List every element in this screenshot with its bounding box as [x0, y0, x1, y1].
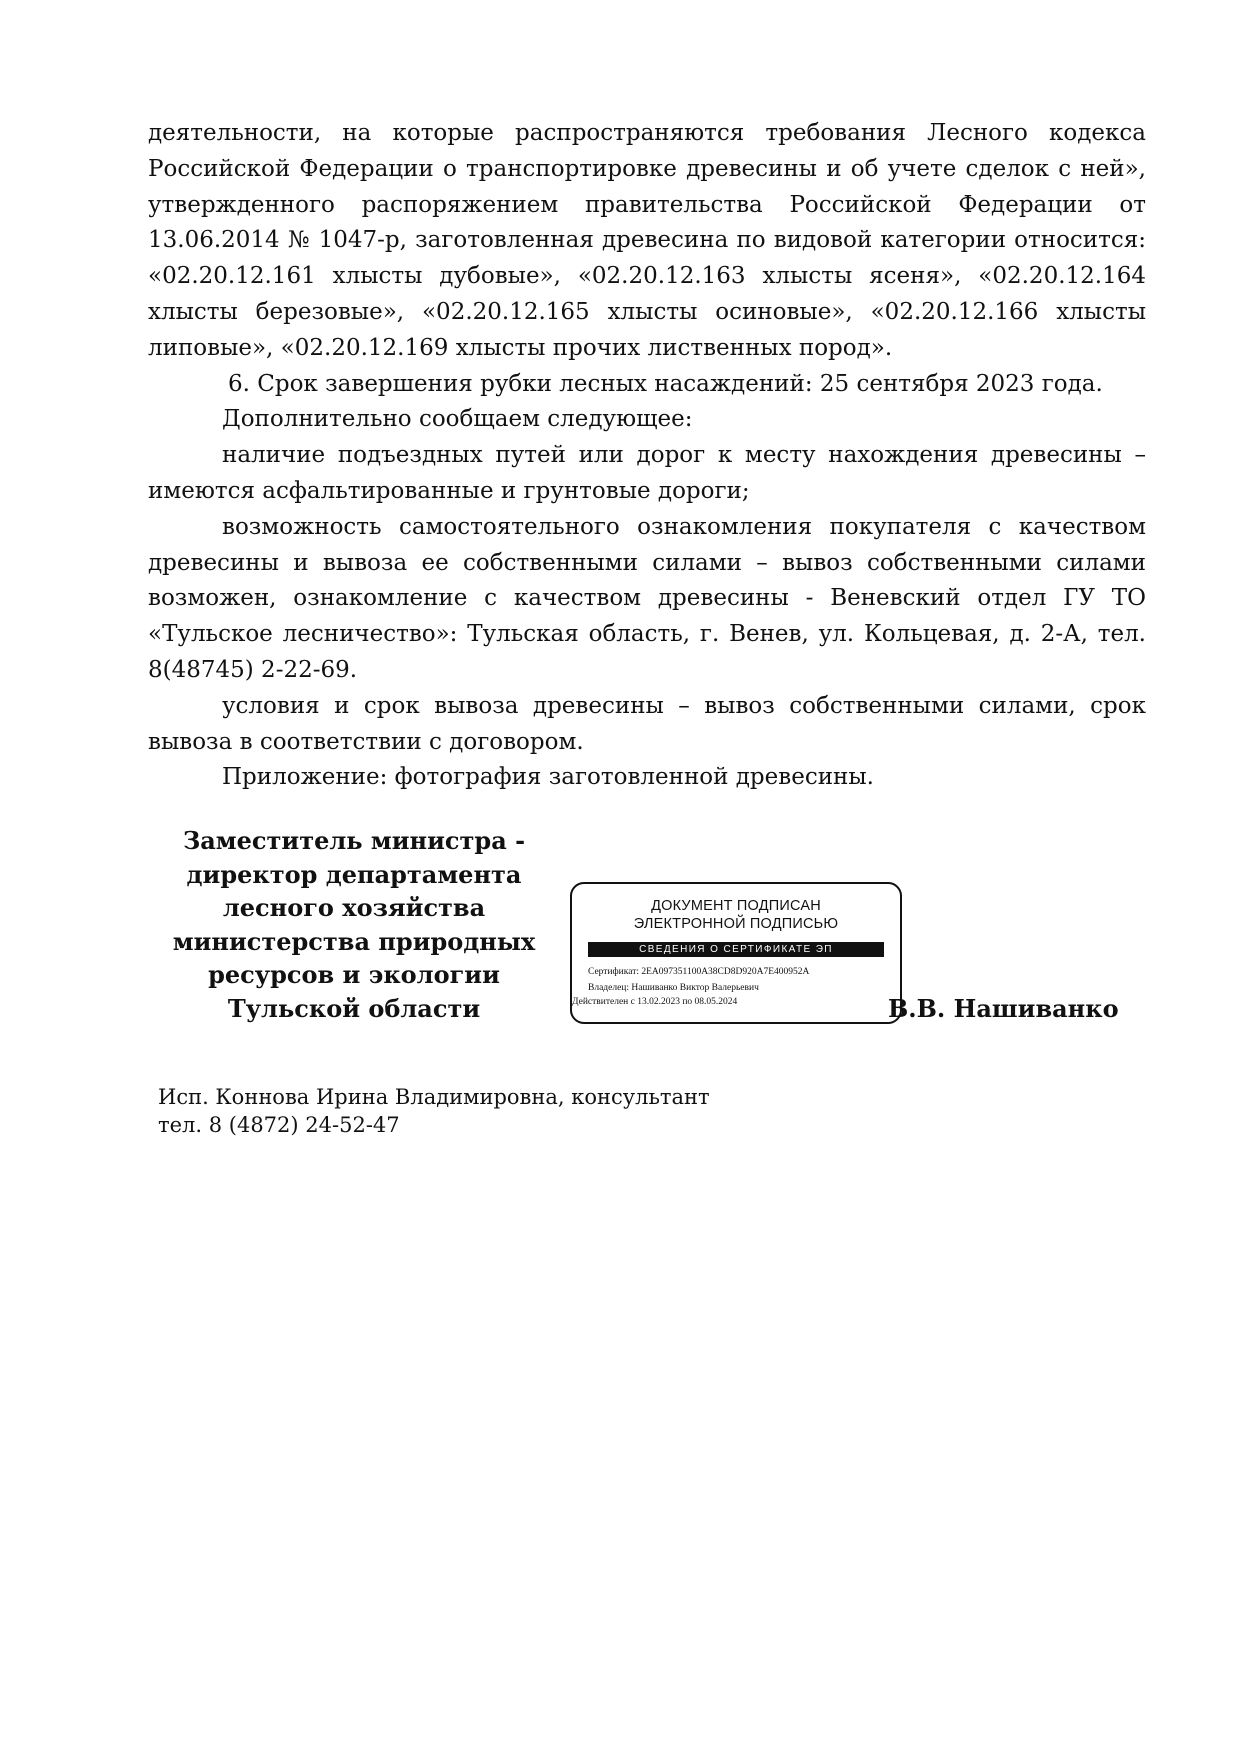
signatory-position-line: министерства природных — [172, 926, 536, 956]
executor-name: Исп. Коннова Ирина Владимировна, консультант — [158, 1085, 710, 1109]
signatory-position-line: Тульской области — [227, 993, 481, 1023]
letter-body — [148, 116, 1146, 796]
signatory-position-line: Заместитель министра - — [182, 826, 526, 855]
signatory-position-line: директор департамента — [186, 859, 522, 889]
stamp-heading-line: ЭЛЕКТРОННОЙ ПОДПИСЬЮ — [633, 916, 839, 932]
paragraph-removal-terms: условия и срок вывоза древесины – вывоз собственными силами, срок вывоза в соответствии с договором. — [148, 692, 1146, 755]
stamp-heading — [572, 897, 900, 933]
stamp-owner: Владелец: Нашиванко Виктор Валерьевич — [588, 983, 759, 993]
signatory-position-line: ресурсов и экологии — [208, 960, 500, 989]
stamp-certificate-bar: СВЕДЕНИЯ О СЕРТИФИКАТЕ ЭП — [588, 942, 884, 957]
paragraph-additional-info: Дополнительно сообщаем следующее: — [222, 406, 693, 433]
stamp-certificate-number: Сертификат: 2EA097351100A38CD8D920A7E400952A — [588, 967, 810, 977]
paragraph-inspection: возможность самостоятельного ознакомления покупателя с качеством древесины и вывоза ее собственными силами – вывоз собственными силами возможен, ознакомление с качеством древесины - Веневский отдел ГУ ТО «Тульское лесничество»: Тульская область, г. Венев, ул. Кольцевая, д. 2-А, тел. 8(48745) 2-22-69. — [148, 513, 1146, 683]
signatory-position-line: лесного хозяйства — [222, 893, 486, 922]
stamp-validity: Действителен с 13.02.2023 по 08.05.2024 — [572, 997, 738, 1007]
executor-info — [158, 1083, 710, 1139]
paragraph-wood-categories: деятельности, на которые распространяются требования Лесного кодекса Российской Федерации о транспортировке древесины и об учете сделок с ней», утвержденного распоряжением правительства Российской Федерации от 13.06.2014 № 1047-р, заготовленная древесина по видовой категории относится: «02.20.12.161 хлысты дубовые», «02.20.12.163 хлысты ясеня», «02.20.12.164 хлысты березовые», «02.20.12.165 хлысты осиновые», «02.20.12.166 хлысты липовые», «02.20.12.169 хлысты прочих лиственных пород». — [148, 120, 1146, 361]
executor-phone: тел. 8 (4872) 24-52-47 — [158, 1113, 400, 1137]
signatory-position — [168, 824, 540, 1025]
electronic-signature-stamp — [570, 882, 902, 1024]
paragraph-felling-deadline: 6. Срок завершения рубки лесных насаждений: 25 сентября 2023 года. — [228, 370, 1103, 397]
paragraph-attachment: Приложение: фотография заготовленной древесины. — [222, 764, 874, 791]
stamp-heading-line: ДОКУМЕНТ ПОДПИСАН — [651, 898, 821, 914]
signatory-name: В.В. Нашиванко — [888, 994, 1119, 1023]
paragraph-access-roads: наличие подъездных путей или дорог к месту нахождения древесины – имеются асфальтированные и грунтовые дороги; — [148, 442, 1146, 504]
